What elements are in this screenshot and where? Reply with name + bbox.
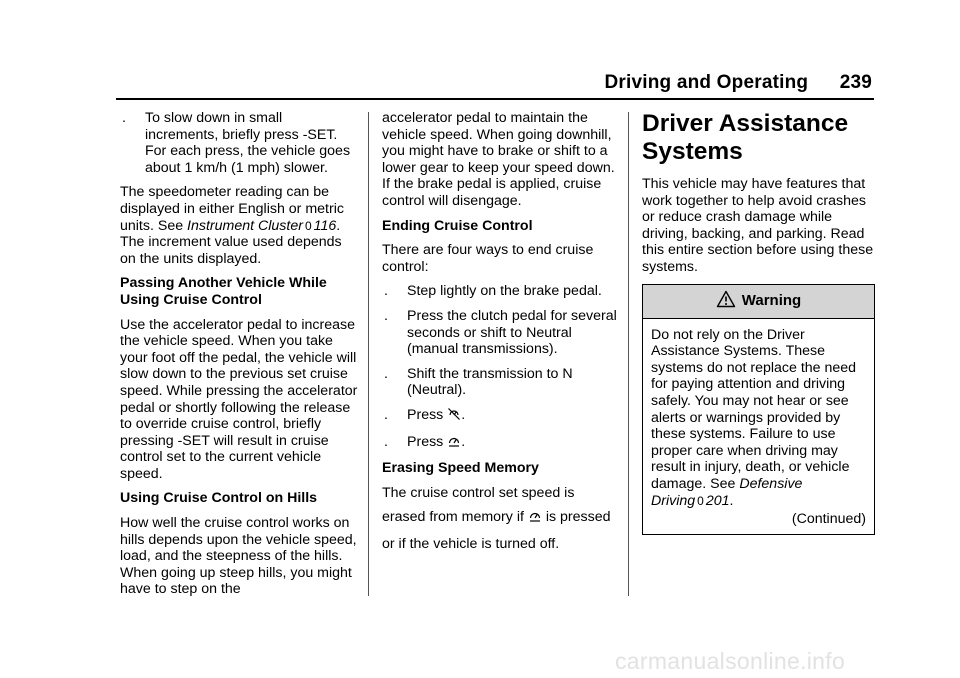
warning-triangle-icon	[716, 290, 736, 313]
list-item	[382, 366, 618, 399]
warning-label: Warning	[741, 291, 802, 309]
subheading: Using Cruise Control on Hills	[120, 490, 318, 507]
list-item	[382, 283, 618, 300]
bullet-dot: .	[384, 406, 388, 423]
subheading: Ending Cruise Control	[382, 217, 533, 234]
paragraph	[382, 509, 618, 528]
paragraph: accelerator pedal to maintain the vehicle speed. When going downhill, you might have to brake or shift to a lower gear to keep your speed down. If the brake pedal is applied, cruise control will disengage.	[382, 110, 615, 209]
header-rule	[116, 98, 874, 100]
warning-text: Do not rely on the Driver Assistance Systems. These systems do not replace the need for paying attention and driving safely. You may not hear or see alerts or warnings provided by these systems. Failure to use proper care when driving may result in injury, death, or vehicle damage. See	[651, 326, 857, 492]
watermark: carmanualsonline.info	[615, 648, 846, 674]
paragraph: The cruise control set speed is	[382, 484, 575, 501]
cruise-onoff-icon	[447, 434, 461, 453]
paragraph-text: is pressed	[545, 509, 611, 526]
page-reference[interactable]: 116	[313, 217, 337, 234]
section-title: Driving and Operating	[604, 72, 809, 93]
column-divider-2	[628, 112, 629, 596]
paragraph: or if the vehicle is turned off.	[382, 535, 560, 552]
bullet-dot: .	[384, 283, 388, 300]
bullet-dot: .	[122, 110, 126, 126]
period: .	[461, 433, 466, 450]
page-reference-arrow-icon: 0	[304, 218, 312, 233]
paragraph: How well the cruise control works on hills depends upon the vehicle speed, load, and the steepness of the hills. When going up steep hills, you might have to step on the	[120, 515, 357, 598]
list-item	[382, 407, 618, 426]
warning-box	[642, 284, 875, 535]
subheading: Passing Another Vehicle While Using Cruise Control	[120, 275, 327, 308]
bullet-dot: .	[384, 433, 388, 450]
bullet-text: Shift the transmission to N (Neutral).	[407, 365, 573, 399]
defensive-driving-link[interactable]: Defensive Driving	[651, 475, 803, 509]
paragraph-text: The speedometer reading can be displayed in either English or metric units. See	[120, 184, 344, 234]
paragraph-text: erased from memory if	[382, 509, 524, 526]
list-item	[120, 110, 358, 176]
instrument-cluster-link[interactable]: Instrument Cluster	[187, 217, 303, 234]
column-2	[382, 110, 618, 560]
list-item	[382, 308, 618, 358]
warning-body	[643, 319, 874, 534]
bullet-text: Step lightly on the brake pedal.	[407, 283, 602, 300]
paragraph: Use the accelerator pedal to increase the vehicle speed. When you take your foot off the pedal, the vehicle will slow down to the previous set cruise speed. While pressing the accelerator pedal or shortly following the release to override cruise control, briefly pressing -SET will result in cruise control set to the current vehicle speed.	[120, 316, 358, 482]
bullet-text: To slow down in small increments, briefly press -SET. For each press, the vehicle goes about 1 km/h (1 mph) slower.	[145, 110, 351, 176]
page-header	[604, 72, 872, 94]
period: .	[729, 492, 734, 509]
cruise-onoff-icon	[528, 509, 542, 528]
paragraph	[120, 184, 358, 267]
list-item	[382, 434, 618, 453]
bullet-dot: .	[384, 307, 388, 324]
bullet-text: Press	[407, 406, 444, 423]
continued-note: (Continued)	[791, 511, 866, 528]
bullet-dot: .	[384, 365, 388, 382]
paragraph: This vehicle may have features that work together to help avoid crashes or reduce crash damage while driving, backing, and parking. Read this entire section before using these systems.	[642, 176, 874, 275]
page-number: 239	[839, 72, 872, 93]
period: .	[461, 406, 466, 423]
bullet-text: Press	[407, 433, 444, 450]
subheading: Erasing Speed Memory	[382, 460, 539, 477]
column-divider-1	[368, 112, 369, 596]
column-3	[642, 110, 876, 535]
column-1	[120, 110, 358, 606]
page-reference-arrow-icon: 0	[697, 493, 704, 508]
page-reference[interactable]: 201	[705, 492, 730, 509]
paragraph-text: . The increment value used depends on the units displayed.	[120, 217, 342, 267]
bullet-text: Press the clutch pedal for several seconds or shift to Neutral (manual transmissions).	[407, 307, 617, 358]
warning-header	[643, 285, 874, 319]
paragraph: There are four ways to end cruise control:	[382, 242, 594, 275]
cruise-cancel-icon	[447, 407, 461, 426]
section-heading: Driver Assistance Systems	[642, 110, 849, 165]
